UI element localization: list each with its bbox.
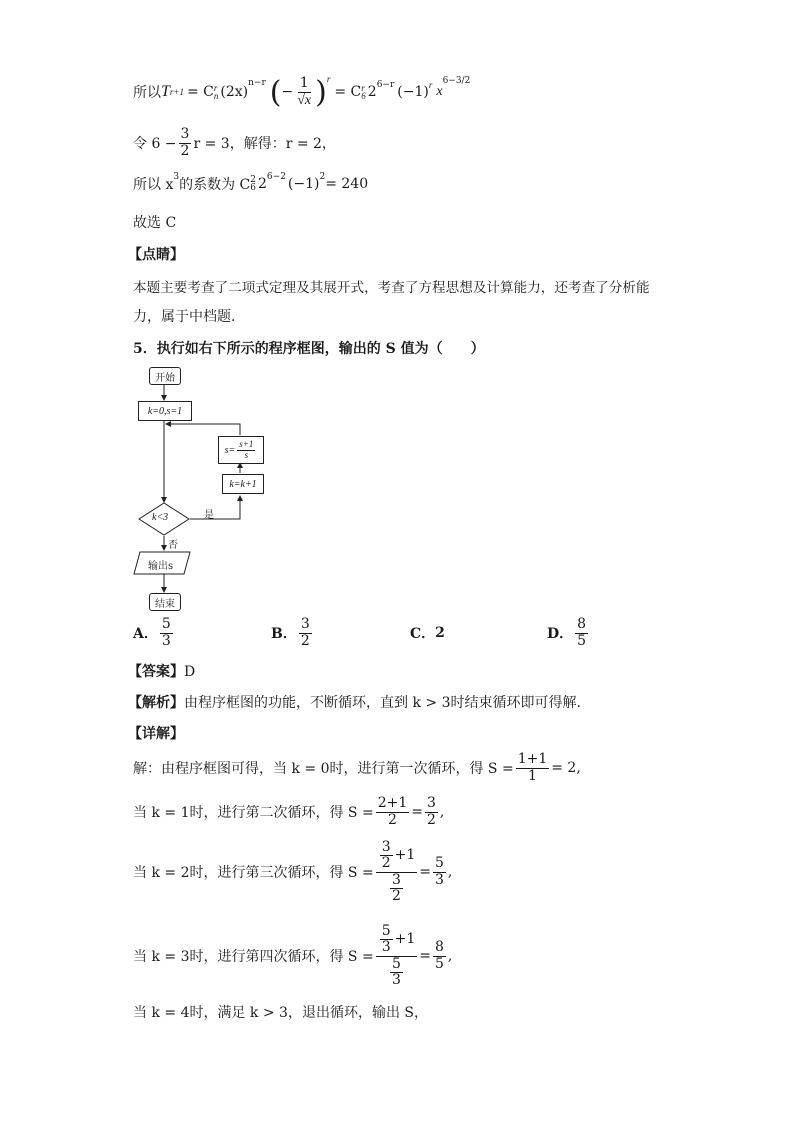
detail-line-4: 当 k = 3时，进行第四次循环，得 S = $\frac{5}{3}$ +1 $\frac{5}{3}$ = $\frac{8}{5}$ , (133, 922, 453, 988)
detail-heading: 【详解】 (128, 726, 184, 742)
condition-label: k<3 (152, 512, 169, 523)
choice-line: 故选 C (133, 215, 177, 231)
analysis-line: 【解析】由程序框图的功能，不断循环，直到 k > 3时结束循环即可得解. (128, 695, 581, 711)
option-c: C． 2 (410, 625, 445, 642)
end-node: 结束 (149, 593, 181, 611)
option-b: B． $\frac{3}{2}$ (271, 616, 310, 649)
dianjing-heading: 【点睛】 (128, 247, 184, 263)
expansion-prefix: 所以 (133, 85, 161, 101)
init-node: k=0,s=1 (138, 401, 192, 421)
detail-line-1: 解：由程序框图可得，当 k = 0时，进行第一次循环，得 S = $\frac{1+1}{1}$ = 2, (133, 751, 581, 784)
output-label: 输出s (148, 561, 174, 572)
expansion-line: 所以 T r+1 = C r n (2x) $^{n-r}$ ( − $\frac{1}{√x}$ ) $^r$ = C r 6 2 $^{6-r}$ (−1) $^r$ x $^{6-3/2}$ (133, 74, 471, 110)
question-5-title: 5．执行如右下所示的程序框图，输出的 S 值为（ ） (133, 341, 485, 357)
t-symbol: T (161, 83, 170, 100)
coefficient-line: 所以 x $^3$ 的系数为 C 2 6 2 $^{6-2}$ (−1) $^2$ = 240 (133, 172, 369, 193)
solve-line: 令 6 − $\frac{3}{2}$ r = 3，解得：r = 2， (133, 126, 336, 159)
increment-node: k=k+1 (222, 474, 264, 494)
answer-line: 【答案】D (128, 664, 196, 680)
dianjing-line-1: 本题主要考查了二项式定理及其展开式，考查了方程思想及计算能力，还考查了分析能 (133, 280, 650, 296)
update-node: s= $\frac{s+1}{s}$ (218, 436, 264, 464)
option-d: D． $\frac{8}{5}$ (547, 616, 587, 649)
yes-label: 是 (204, 510, 214, 521)
dianjing-line-2: 力，属于中档题． (133, 309, 245, 325)
start-node: 开始 (149, 367, 181, 385)
no-label: 否 (168, 540, 178, 551)
detail-line-2: 当 k = 1时，进行第二次循环，得 S = $\frac{2+1}{2}$ = $\frac{3}{2}$ , (133, 795, 445, 828)
detail-line-5: 当 k = 4时，满足 k > 3，退出循环，输出 S， (133, 1005, 428, 1021)
detail-line-3: 当 k = 2时，进行第三次循环，得 S = $\frac{3}{2}$ +1 $\frac{3}{2}$ = $\frac{5}{3}$ , (133, 838, 453, 904)
option-a: A． $\frac{5}{3}$ (133, 616, 171, 649)
